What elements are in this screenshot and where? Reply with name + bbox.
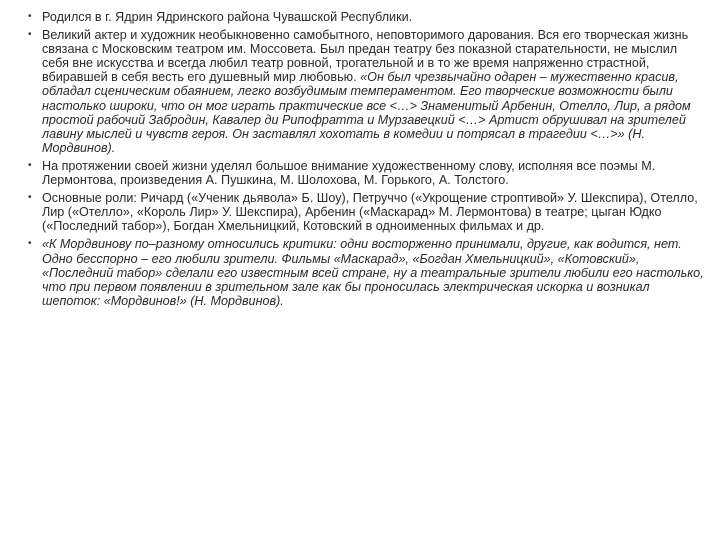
text-run: Родился в г. Ядрин Ядринского района Чувашской Республики. xyxy=(42,10,413,24)
bullet-icon: • xyxy=(28,192,32,204)
bullet-icon: • xyxy=(28,29,32,41)
bullet-item-roles xyxy=(20,191,706,233)
bullet-list xyxy=(20,10,706,308)
text-run: Основные роли: Ричард («Ученик дьявола» Б. Шоу), Петруччо («Укрощение строптивой» У. Шекспира), Отелло, Лир («Отелло», «Король Лир» У. Шекспира), Арбенин («Маскарад» М. Лермонтова) в театре; цыган Юдко («Последний табор»), Богдан Хмельницкий, Котовский в одноименных фильмах и др. xyxy=(42,191,698,234)
quote-text: «Он был чрезвычайно одарен – мужественно красив, обладал сценическим обаянием, легко возбудимым темпераментом. Его творческие возможности были настолько широки, что он мог играть практические все <…> Знаменитый Арбенин, Отелло, Лир, а рядом простой рабочий Забродин, Кавалер ди Рипофратта и Мурзавецкий <…> Артист обрушивал на зрителей лавину мыслей и чувств героя. Он заставлял хохотать в комедии и потрясал в трагедии <…>» (Н. Мордвинов). xyxy=(42,70,691,155)
text-run: На протяжении своей жизни уделял большое внимание художественному слову, исполняя все поэмы М. Лермонтова, произведения А. Пушкина, М. Шолохова, М. Горького, А. Толстого. xyxy=(42,158,656,188)
bullet-icon: • xyxy=(28,11,32,22)
bullet-text xyxy=(42,237,706,307)
bullet-item-career xyxy=(20,28,706,155)
bullet-icon: • xyxy=(28,238,32,250)
bullet-item-birthplace xyxy=(20,10,706,24)
text-run: Великий актер и художник необыкновенно самобытного, неповторимого дарования. Вся его творческая жизнь связана с Московским театром им. Моссовета. Был предан театру без показной старательности, не мыслил себя вне искусства и всегда любил театр ровной, трогательной и в то же время напряженно страстной, вбиравшей в себя весть его душевный мир любовью. xyxy=(42,28,689,85)
bullet-text xyxy=(42,28,706,155)
quote-text: «К Мордвинову по–разному относились критики: одни восторженно принимали, другие, как водится, нет. Одно бесспорно – его любили зрители. Фильмы «Маскарад», «Богдан Хмельницкий», «Котовский», «Последний табор» сделали его известным всей стране, ну а театральные зрители любили его настолько, что при первом появлении в зрительном зале как бы проносилась электрическая искорка и возникал шепоток: «Мордвинов!» (Н. Мордвинов). xyxy=(42,237,704,308)
bullet-text xyxy=(42,159,706,187)
bullet-item-recitation xyxy=(20,159,706,187)
bullet-text xyxy=(42,10,706,24)
bullet-item-critics-quote xyxy=(20,237,706,307)
bullet-text xyxy=(42,191,706,233)
bullet-icon: • xyxy=(28,159,32,171)
